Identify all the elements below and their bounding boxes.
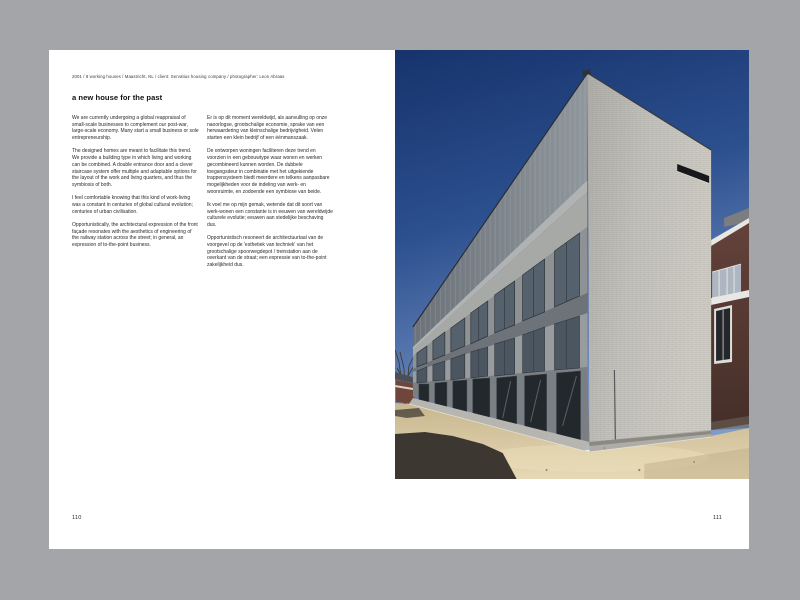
- book-spread: [49, 50, 749, 549]
- building-photo-art: [395, 50, 749, 479]
- project-caption: 2001 / 8 working houses / Maastricht, NL / client: Servatius housing company / photographer: Leon Abraas: [72, 74, 285, 79]
- page-number-right: 111: [713, 515, 723, 521]
- page-number-left: 110: [72, 515, 82, 521]
- paragraph: Opportunistisch resoneert de architectuurtaal van de voorgevel op de 'esthetiek van techniek' van het grootschalige spoorwegdepot / treinstation aan de overkant van de straat; een expressie van to-the-point zakelijkheid dus.: [207, 235, 327, 269]
- paragraph: Er is op dit moment wereldwijd, als aanvulling op onze naoorlogse, grootschalige economie, sprake van een herwaardering van kleinschalige bedrijvigheid. Velen starten een klein bedrijf of een éénmanszaak.: [207, 115, 328, 142]
- building-photo: [395, 50, 749, 479]
- paragraph: I feel comfortable knowing that this kind of work-living was a constant in centuries of global cultural evolution; centuries of urban civilisation.: [72, 195, 193, 215]
- dutch-column: [207, 115, 334, 276]
- paragraph: Ik voel me op mijn gemak, wetende dat dit soort van werk-wonen een constante is in eeuwen van wereldwijde culturele evolutie; eeuwen aan stedelijke beschaving dus.: [207, 201, 333, 228]
- page-title: a new house for the past: [72, 93, 163, 102]
- paragraph: De ontworpen woningen faciliteren deze trend en voorzien in een gebouwtype waar wonen en werken gecombineerd kunnen worden. De dubbele toegangsdeur in combinatie met het uitgekiende trappensysteem biedt meerdere en telkens aanpasbare mogelijkheden voor de indeling van werk- en woonruimte, en zodoende een symbiose van beide.: [207, 148, 330, 195]
- paragraph: Opportunistically, the architectural expression of the front façade resonates with the aesthetics of engineering of the railway station across the street; in general, an expression of to-the-point business.: [72, 222, 198, 249]
- paragraph: We are currently undergoing a global reappraisal of small-scale businesses to complement our post-war, large-scale economy. Many start a small business or sole entrepreneurship.: [72, 115, 199, 142]
- paragraph: The designed homes are meant to facilitate this trend. We provide a building type in which living and working can be combined. A double entrance door and a clever staircase system offer multiple and adaptable options for the layout of the work and living quarters, and thus the symbiosis of both.: [72, 148, 197, 188]
- english-column: [72, 115, 199, 255]
